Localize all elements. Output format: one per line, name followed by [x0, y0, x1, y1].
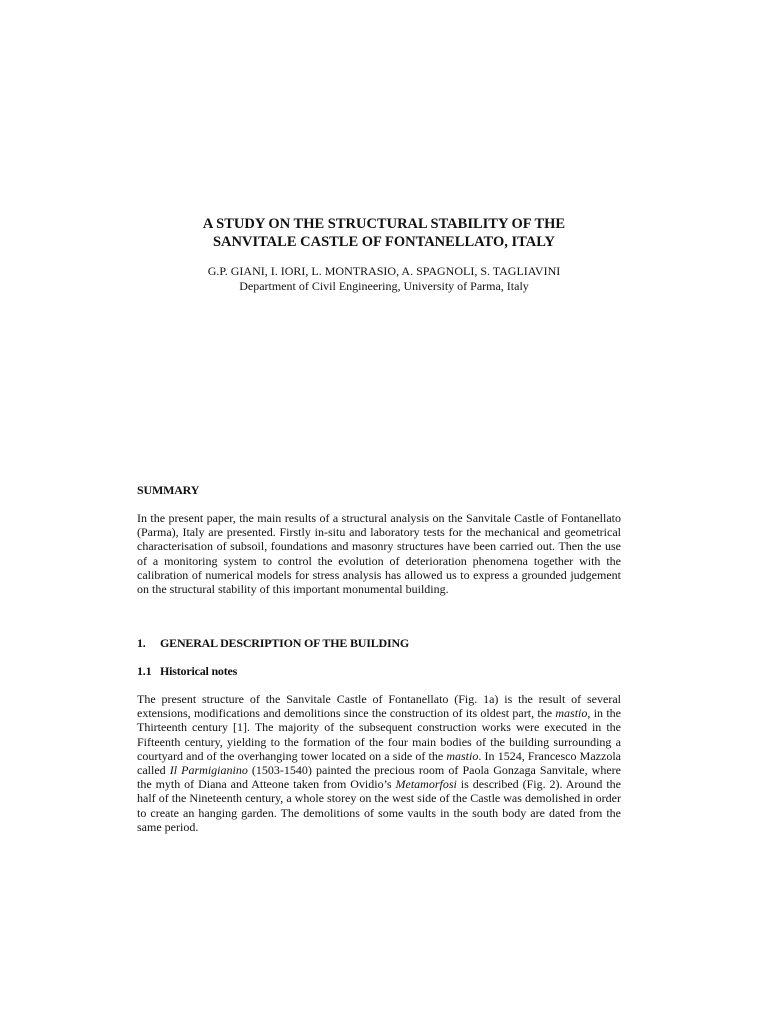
section-1-heading [137, 636, 409, 651]
text-run: (1503-1540) painted the precious room of Paola Gonzaga Sanvitale, where the myth of Diana and Atteone taken from Ovidio’s [137, 763, 621, 792]
section-1-1-title: Historical notes [160, 664, 238, 678]
summary-paragraph: In the present paper, the main results of a structural analysis on the Sanvitale Castle of Fontanellato (Parma), Italy are presented. Firstly in-situ and laboratory tests for the mechanical and geometrical characterisation of subsoil, foundations and masonry structures have been carried out. Then the use of a monitoring system to control the evolution of deterioration phenomena together with the calibration of numerical models for stress analysis has allowed us to express a grounded judgement on the structural stability of this important monumental building. [137, 511, 621, 597]
paper-title [130, 215, 638, 251]
historical-notes-paragraph [137, 692, 621, 834]
text-run: , in the Thirteenth century [1]. The majority of the subsequent construction works were executed in the Fifteenth century, yielding to the formation of the four main bodies of the building surrounding a courtyard and of the overhanging tower located on a side of the [137, 706, 621, 763]
section-1-1-heading [137, 664, 237, 679]
section-1-title: GENERAL DESCRIPTION OF THE BUILDING [160, 636, 410, 650]
italic-term-mastio: mastio [446, 748, 479, 763]
paper-title-line-2: SANVITALE CASTLE OF FONTANELLATO, ITALY [212, 234, 556, 250]
paper-affiliation: Department of Civil Engineering, University of Parma, Italy [239, 279, 529, 293]
paper-title-line-1: A STUDY ON THE STRUCTURAL STABILITY OF THE [202, 216, 566, 232]
text-run: The present structure of the Sanvitale Castle of Fontanellato (Fig. 1a) is the result of several extensions, modifications and demolitions since the construction of its oldest part, the [137, 692, 621, 721]
section-1-1-number: 1.1 [137, 664, 152, 678]
italic-term-il-parmigianino: Il Parmigianino [169, 763, 248, 778]
text-run: is described (Fig. 2). Around the half of the Nineteenth century, a whole storey on the west side of the Castle was demolished in order to create an hanging garden. The demolitions of some vaults in the south body are dated from the same period. [137, 777, 621, 834]
italic-term-mastio: mastio [555, 706, 588, 721]
summary-heading: SUMMARY [137, 483, 200, 497]
text-run: . In 1524, Francesco Mazzola called [137, 748, 621, 778]
italic-term-metamorfosi: Metamorfosi [395, 777, 457, 792]
paper-authors: G.P. GIANI, I. IORI, L. MONTRASIO, A. SPAGNOLI, S. TAGLIAVINI [207, 264, 561, 278]
section-1-number: 1. [137, 636, 146, 650]
